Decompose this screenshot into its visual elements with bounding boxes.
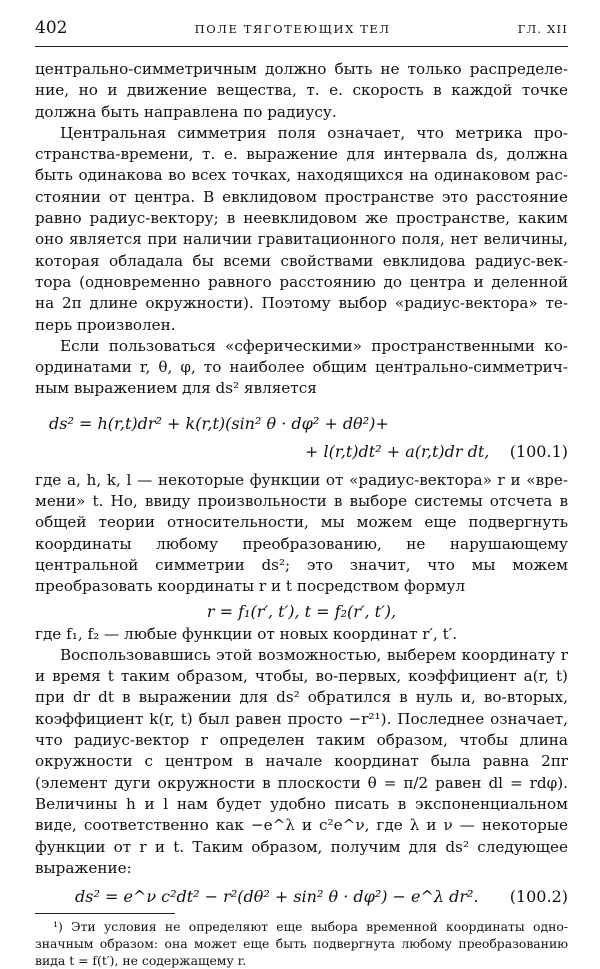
equation-100-1-line-1: ds² = h(r,t)dr² + k(r,t)(sin² θ · dφ² + dθ²)+	[49, 413, 389, 433]
main-text	[35, 59, 568, 909]
page-header	[35, 18, 568, 46]
equation-100-1-line-2-expr: + l(r,t)dt² + a(r,t)dr dt,	[305, 441, 490, 461]
paragraph-5: где f₁, f₂ — любые функции от новых координат r′, t′.	[35, 624, 458, 643]
page-number: 402	[35, 18, 68, 38]
paragraph-1: центрально-симметричным должно быть не только распределение, но и движение вещества, т. е. скорость в каждой точке должна быть направлена по радиусу.	[35, 60, 568, 121]
transform-equation: r = f₁(r′, t′), t = f₂(r′, t′),	[206, 601, 397, 621]
equation-100-2-expr: ds² = e^ν c²dt² − r²(dθ² + sin² θ · dφ²) − e^λ dr².	[75, 887, 479, 907]
running-title: ПОЛЕ ТЯГОТЕЮЩИХ ТЕЛ	[194, 22, 391, 36]
header-rule	[35, 46, 568, 47]
equation-number-100-2: (100.2)	[509, 887, 568, 907]
paragraph-6: Воспользовавшись этой возможностью, выберем координату r и время t таким образом, чтобы, во-первых, коэффициент a(r, t) при dr dt в выражении для ds² обратился в нуль и, во-вторых, коэффициент k(r, t) был равен просто −r²¹). Последнее означает, что радиус-вектор r определен таким образом, чтобы длина окружности с центром в начале координат была равна 2πr (элемент дуги окружности в плоскости θ = π/2 равен dl = rdφ). Величины h и l нам будет удобно писать в экспоненциальном виде, соответственно как −e^λ и c²e^ν, где λ и ν — некоторые функции от r и t. Таким образом, получим для ds² следующее выражение:	[35, 645, 568, 877]
equation-100-2	[35, 885, 568, 909]
paragraph-4: где a, h, k, l — некоторые функции от «радиус-вектора» r и «времени» t. Но, ввиду произвольности в выборе системы отсчета в общей теории относительности, мы можем еще подвергнуть координаты любому преобразованию, не нарушающему центральной симметрии ds²; это значит, что мы можем преобразовать координаты r и t посредством формул	[35, 470, 568, 596]
footnote-text: ¹) Эти условия не определяют еще выбора временной координаты однозначным образом: она может еще быть подвергнута любому преобразованию вида t = f(t′), не содержащему r.	[35, 919, 568, 969]
equation-number-100-1: (100.1)	[509, 441, 568, 461]
footnote-rule	[35, 913, 175, 914]
equation-100-1-line-2	[35, 440, 568, 464]
footnote	[35, 918, 568, 969]
paragraph-2: Центральная симметрия поля означает, что метрика пространства-времени, т. е. выражение для интервала ds, должна быть одинакова во всех точках, находящихся на одинаковом расстоянии от центра. В евклидовом пространстве это расстояние равно радиус-вектору; в неевклидовом же пространстве, каким оно является при наличии гравитационного поля, нет величины, которая обладала бы всеми свойствами евклидова радиус-вектора (одновременно равного расстоянию до центра и деленной на 2π длине окружности). Поэтому выбор «радиус-вектора» теперь произволен.	[35, 123, 568, 334]
paragraph-3: Если пользоваться «сферическими» пространственными координатами r, θ, φ, то наиболее общим центрально-симметричным выражением для ds² является	[35, 336, 568, 398]
chapter-label: ГЛ. XII	[517, 22, 568, 36]
